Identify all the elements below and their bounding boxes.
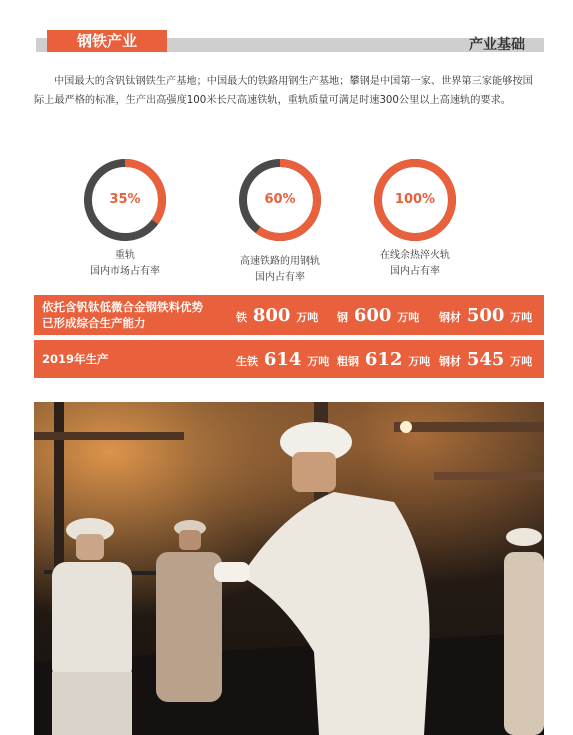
intro-paragraph: 中国最大的含钒钛钢铁生产基地；中国最大的铁路用钢生产基地；攀钢是中国第一家、世界第三家能够按国际上最严格的标准，生产出高强度100米长尺高速铁轨，重轨质量可满足时速300公里以上高速轨的要求。 — [34, 76, 533, 106]
stat-value: 612 — [364, 349, 403, 370]
steel-mill-illustration — [34, 402, 544, 735]
ring-caption-line: 在线余热淬火轨 — [380, 250, 450, 261]
stat-unit: 万吨 — [510, 355, 533, 368]
stat-pig-iron — [236, 349, 329, 370]
steel-mill-photo — [34, 402, 544, 735]
ring-percent: 100% — [394, 192, 436, 207]
ring-percent: 35% — [109, 192, 141, 207]
stat-value: 614 — [263, 349, 302, 370]
stat-label: 铁 — [236, 311, 247, 324]
capacity-band — [34, 295, 544, 335]
ring-chart-2 — [238, 158, 322, 242]
ring-caption-line: 重轨 — [115, 250, 135, 261]
stat-label: 钢材 — [439, 355, 461, 368]
section-tag: 钢铁产业 — [47, 30, 167, 52]
ring-caption-line: 国内市场占有率 — [90, 266, 160, 277]
ring-caption-line: 国内占有率 — [390, 266, 440, 277]
stat-unit: 万吨 — [307, 355, 330, 368]
section-heading: 产业基础 — [469, 37, 525, 53]
stat-label: 粗钢 — [337, 355, 359, 368]
production-band — [34, 340, 544, 378]
stat-crude-steel — [337, 349, 430, 370]
ring-caption-1 — [45, 248, 205, 280]
stat-value: 500 — [466, 305, 505, 326]
capacity-title — [42, 299, 203, 331]
ring-chart-1 — [83, 158, 167, 242]
production-title: 2019年生产 — [42, 352, 109, 366]
stat-steel-product — [439, 305, 532, 326]
capacity-title-line: 依托含钒钛低微合金钢铁料优势 — [42, 300, 203, 314]
stat-unit: 万吨 — [296, 311, 319, 324]
stat-steel-product — [439, 349, 532, 370]
stat-value: 800 — [252, 305, 291, 326]
stat-iron — [236, 305, 318, 326]
ring-chart-3 — [373, 158, 457, 242]
stat-label: 钢材 — [439, 311, 461, 324]
ring-caption-line: 高速铁路的用钢轨 — [240, 256, 320, 267]
ring-caption-3 — [335, 248, 495, 280]
stat-value: 545 — [466, 349, 505, 370]
stat-value: 600 — [353, 305, 392, 326]
stat-unit: 万吨 — [397, 311, 420, 324]
ring-caption-line: 国内占有率 — [255, 272, 305, 283]
ring-percent: 60% — [264, 192, 296, 207]
stat-label: 钢 — [337, 311, 348, 324]
stat-unit: 万吨 — [510, 311, 533, 324]
stat-label: 生铁 — [236, 355, 258, 368]
stat-unit: 万吨 — [408, 355, 431, 368]
capacity-title-line: 已形成综合生产能力 — [42, 316, 146, 330]
stat-steel — [337, 305, 419, 326]
